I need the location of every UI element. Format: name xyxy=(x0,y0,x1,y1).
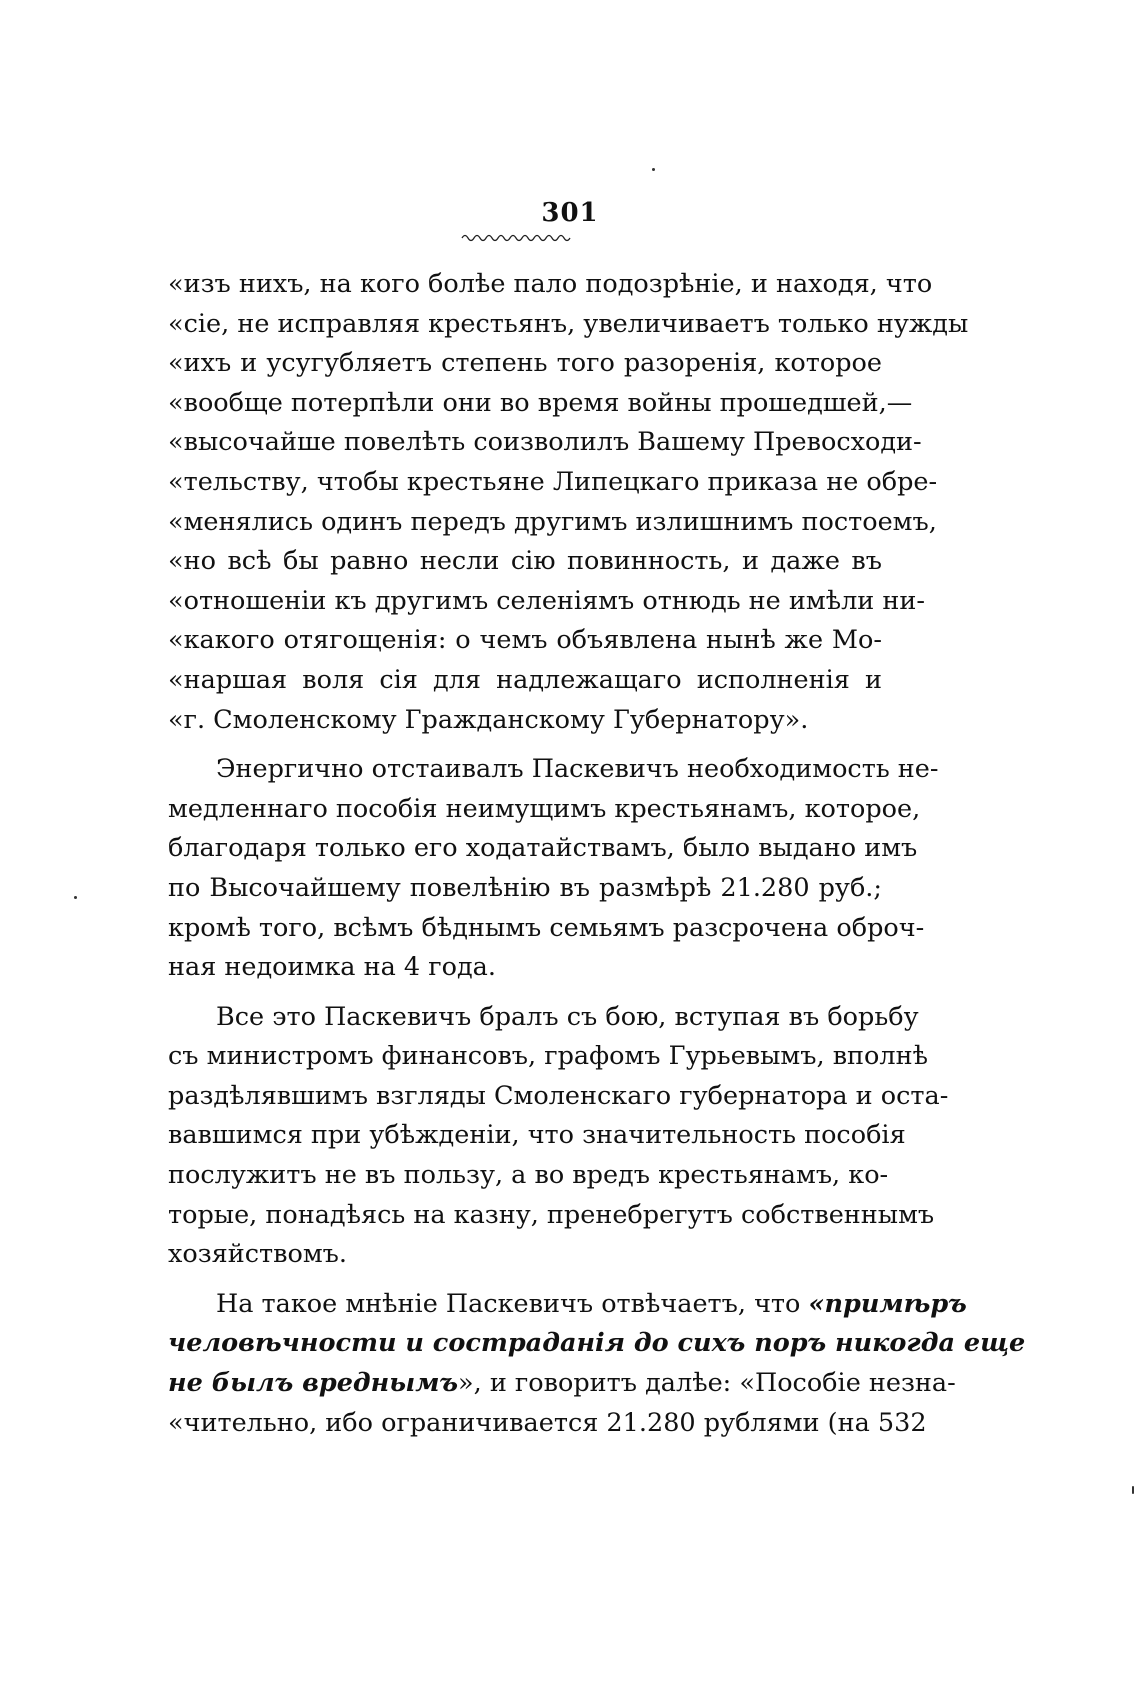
text-line: послужитъ не въ пользу, а во вредъ крестьянамъ, ко- xyxy=(168,1160,889,1191)
text-line: вавшимся при убѣжденіи, что значительность пособія xyxy=(168,1120,906,1151)
text-line: благодаря только его ходатайствамъ, было выдано имъ xyxy=(168,833,918,864)
text-line xyxy=(168,1285,967,1325)
scan-speck xyxy=(1132,1486,1134,1494)
text-line: торые, понадѣясь на казну, пренебрегутъ собственнымъ xyxy=(168,1199,935,1230)
text-line: Все это Паскевичъ бралъ съ бою, вступая въ борьбу xyxy=(216,1001,919,1032)
text-line: «вообще потерпѣли они во время войны прошедшей,— xyxy=(168,387,913,418)
italic-quote-line: человѣчности и состраданія до сихъ поръ никогда еще xyxy=(168,1328,1026,1359)
text-line: «какого отягощенія: о чемъ объявлена нынѣ же Мо- xyxy=(168,625,882,656)
italic-quote-fragment: не былъ вреднымъ xyxy=(168,1368,458,1399)
text-line: ная недоимка на 4 года. xyxy=(168,952,496,983)
text-line: «изъ нихъ, на кого болѣе пало подозрѣніе, и находя, что xyxy=(168,269,933,299)
text-line: хозяйствомъ. xyxy=(168,1239,347,1270)
italic-quote-fragment: «примѣръ xyxy=(808,1288,967,1319)
scan-speck xyxy=(652,168,655,171)
text-line: раздѣлявшимъ взгляды Смоленскаго губернатора и оста- xyxy=(168,1080,949,1111)
text-line: кромѣ того, всѣмъ бѣднымъ семьямъ разсрочена оброч- xyxy=(168,912,925,943)
text-line: Энергично отстаивалъ Паскевичъ необходимость не- xyxy=(216,754,939,785)
page-number: 301 xyxy=(541,198,599,228)
scan-speck xyxy=(74,896,77,899)
body-text xyxy=(168,265,1026,1443)
paragraph-quotation xyxy=(168,265,969,740)
text-line: «менялись одинъ передъ другимъ излишнимъ постоемъ, xyxy=(168,506,937,537)
paragraph-guryev xyxy=(168,998,949,1275)
text-line: «отношеніи къ другимъ селеніямъ отнюдь не имѣли ни- xyxy=(168,585,925,616)
text-line: медленнаго пособія неимущимъ крестьянамъ, которое, xyxy=(168,793,921,824)
text-line: «сіе, не исправляя крестьянъ, увеличиваетъ только нужды xyxy=(168,308,969,339)
text-line: по Высочайшему повелѣнію въ размѣрѣ 21.280 руб.; xyxy=(168,872,882,903)
text-line: «наршая воля сія для надлежащаго исполненія и xyxy=(168,664,882,695)
text-line xyxy=(168,1364,956,1404)
wavy-rule-ornament xyxy=(460,232,575,242)
text-line: «чительно, ибо ограничивается 21.280 рублями (на 532 xyxy=(168,1407,927,1438)
paragraph-reply xyxy=(168,1285,1026,1443)
text-fragment: На такое мнѣніе Паскевичъ отвѣчаетъ, что xyxy=(216,1288,801,1319)
text-line: съ министромъ финансовъ, графомъ Гурьевымъ, вполнѣ xyxy=(168,1041,928,1072)
text-line: «тельству, чтобы крестьяне Липецкаго приказа не обре- xyxy=(168,466,938,497)
text-fragment: », и говоритъ далѣе: «Пособіе незна- xyxy=(458,1368,956,1399)
text-line: «ихъ и усугубляетъ степень того разоренія, которое xyxy=(168,348,882,379)
text-line: «г. Смоленскому Гражданскому Губернатору». xyxy=(168,704,809,735)
paragraph-relief xyxy=(168,750,939,988)
text-line: «высочайше повелѣть соизволилъ Вашему Превосходи- xyxy=(168,427,922,458)
text-line: «но всѣ бы равно несли сію повинность, и даже въ xyxy=(168,546,882,577)
